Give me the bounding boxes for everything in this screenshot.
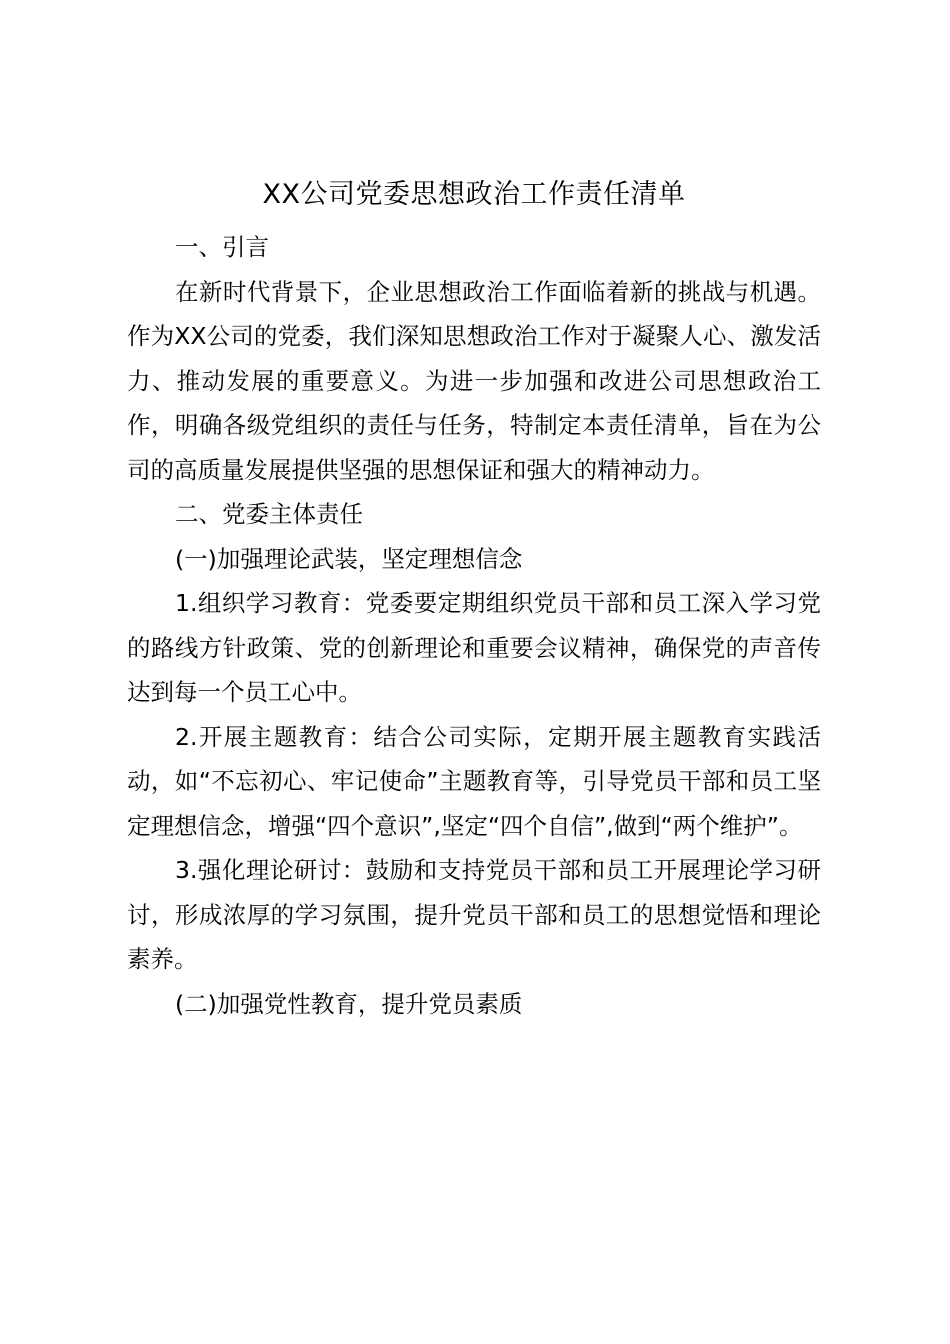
item-theory-discussion: 3.强化理论研讨：鼓励和支持党员干部和员工开展理论学习研讨，形成浓厚的学习氛围，提升党员干部和员工的思想觉悟和理论素养。	[127, 856, 821, 973]
section-heading-introduction: 一、引言	[175, 233, 269, 261]
item-theme-education: 2.开展主题教育：结合公司实际，定期开展主题教育实践活动，如“不忘初心、牢记使命”主题教育等，引导党员干部和员工坚定理想信念，增强“四个意识”,坚定“四个自信”,做到“两个维护”。	[127, 722, 821, 840]
introduction-paragraph: 在新时代背景下，企业思想政治工作面临着新的挑战与机遇。作为XX公司的党委，我们深知思想政治工作对于凝聚人心、激发活力、推动发展的重要意义。为进一步加强和改进公司思想政治工作，明确各级党组织的责任与任务，特制定本责任清单，旨在为公司的高质量发展提供坚强的思想保证和强大的精神动力。	[127, 277, 821, 484]
section-heading-main-responsibility: 二、党委主体责任	[175, 500, 363, 528]
document-body	[127, 172, 821, 1026]
item-organize-study: 1.组织学习教育：党委要定期组织党员干部和员工深入学习党的路线方针政策、党的创新理论和重要会议精神，确保党的声音传达到每一个员工心中。	[127, 589, 821, 706]
subsection-heading-party-spirit: (二)加强党性教育，提升党员素质	[175, 989, 523, 1018]
document-title: XX公司党委思想政治工作责任清单	[262, 179, 686, 210]
subsection-heading-theory: (一)加强理论武装，坚定理想信念	[175, 544, 523, 573]
